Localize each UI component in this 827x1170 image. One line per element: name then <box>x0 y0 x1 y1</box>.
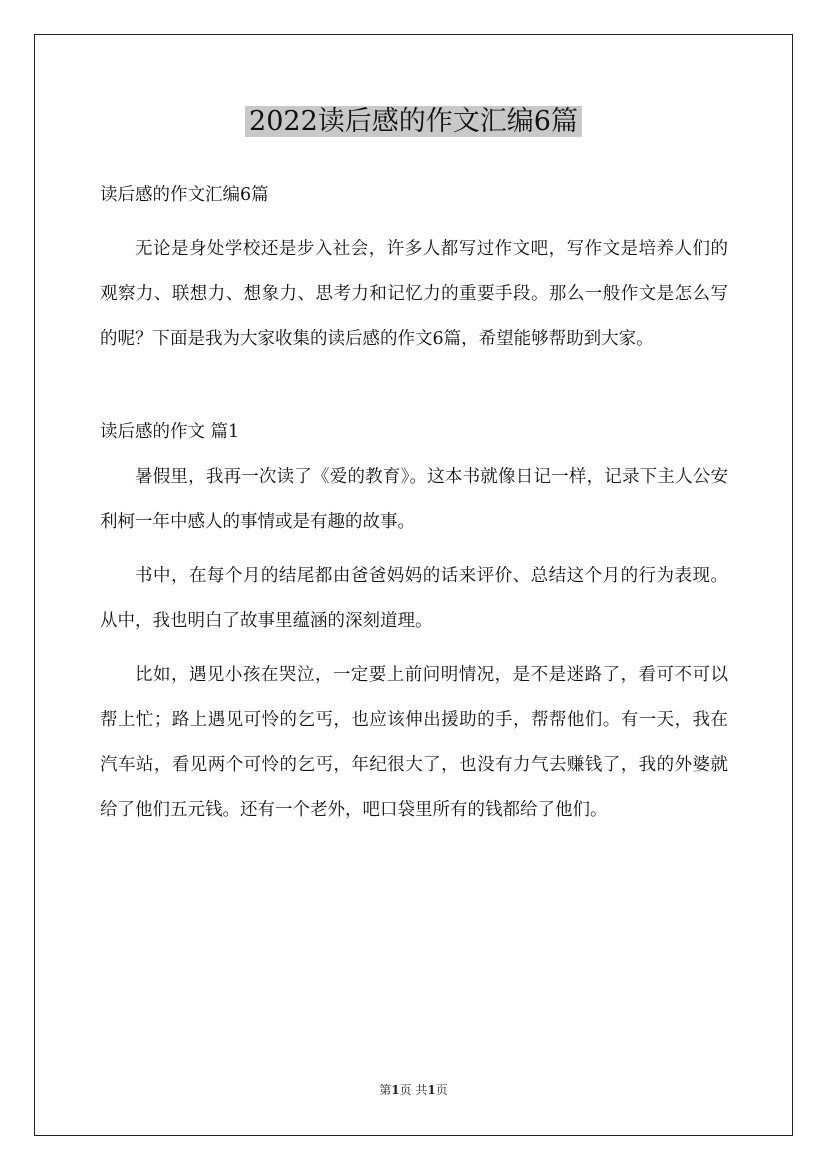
document-body <box>100 173 728 833</box>
footer-current-page: 1 <box>391 1083 400 1097</box>
section-heading: 读后感的作文 篇1 <box>100 422 240 442</box>
document-title-text: 2022读后感的作文汇编6篇 <box>245 106 582 137</box>
body-paragraph-2: 书中，在每个月的结尾都由爸爸妈妈的话来评价、总结这个月的行为表现。从中，我也明白了故事里蕴涵的深刻道理。 <box>100 566 728 631</box>
document-title <box>0 102 827 142</box>
footer-total-pages: 1 <box>427 1083 436 1097</box>
footer-page-prefix: 第 <box>379 1083 392 1097</box>
body-paragraph-3: 比如，遇见小孩在哭泣，一定要上前问明情况，是不是迷路了，看可不可以帮上忙；路上遇见可怜的乞丐，也应该伸出援助的手，帮帮他们。有一天，我在汽车站，看见两个可怜的乞丐，年纪很大了，也没有力气去赚钱了，我的外婆就给了他们五元钱。还有一个老外，吧口袋里所有的钱都给了他们。 <box>100 665 728 820</box>
section-spacer <box>100 362 728 410</box>
page-footer <box>0 1081 827 1098</box>
footer-page-suffix: 页 <box>435 1083 448 1097</box>
body-paragraph-1: 暑假里，我再一次读了《爱的教育》。这本书就像日记一样，记录下主人公安利柯一年中感人的事情或是有趣的故事。 <box>100 467 728 532</box>
document-subtitle: 读后感的作文汇编6篇 <box>100 185 269 205</box>
footer-page-mid: 页 共 <box>399 1083 428 1097</box>
intro-paragraph: 无论是身处学校还是步入社会，许多人都写过作文吧，写作文是培养人们的观察力、联想力、想象力、思考力和记忆力的重要手段。那么一般作文是怎么写的呢？下面是我为大家收集的读后感的作文6篇，希望能够帮助到大家。 <box>100 239 728 349</box>
